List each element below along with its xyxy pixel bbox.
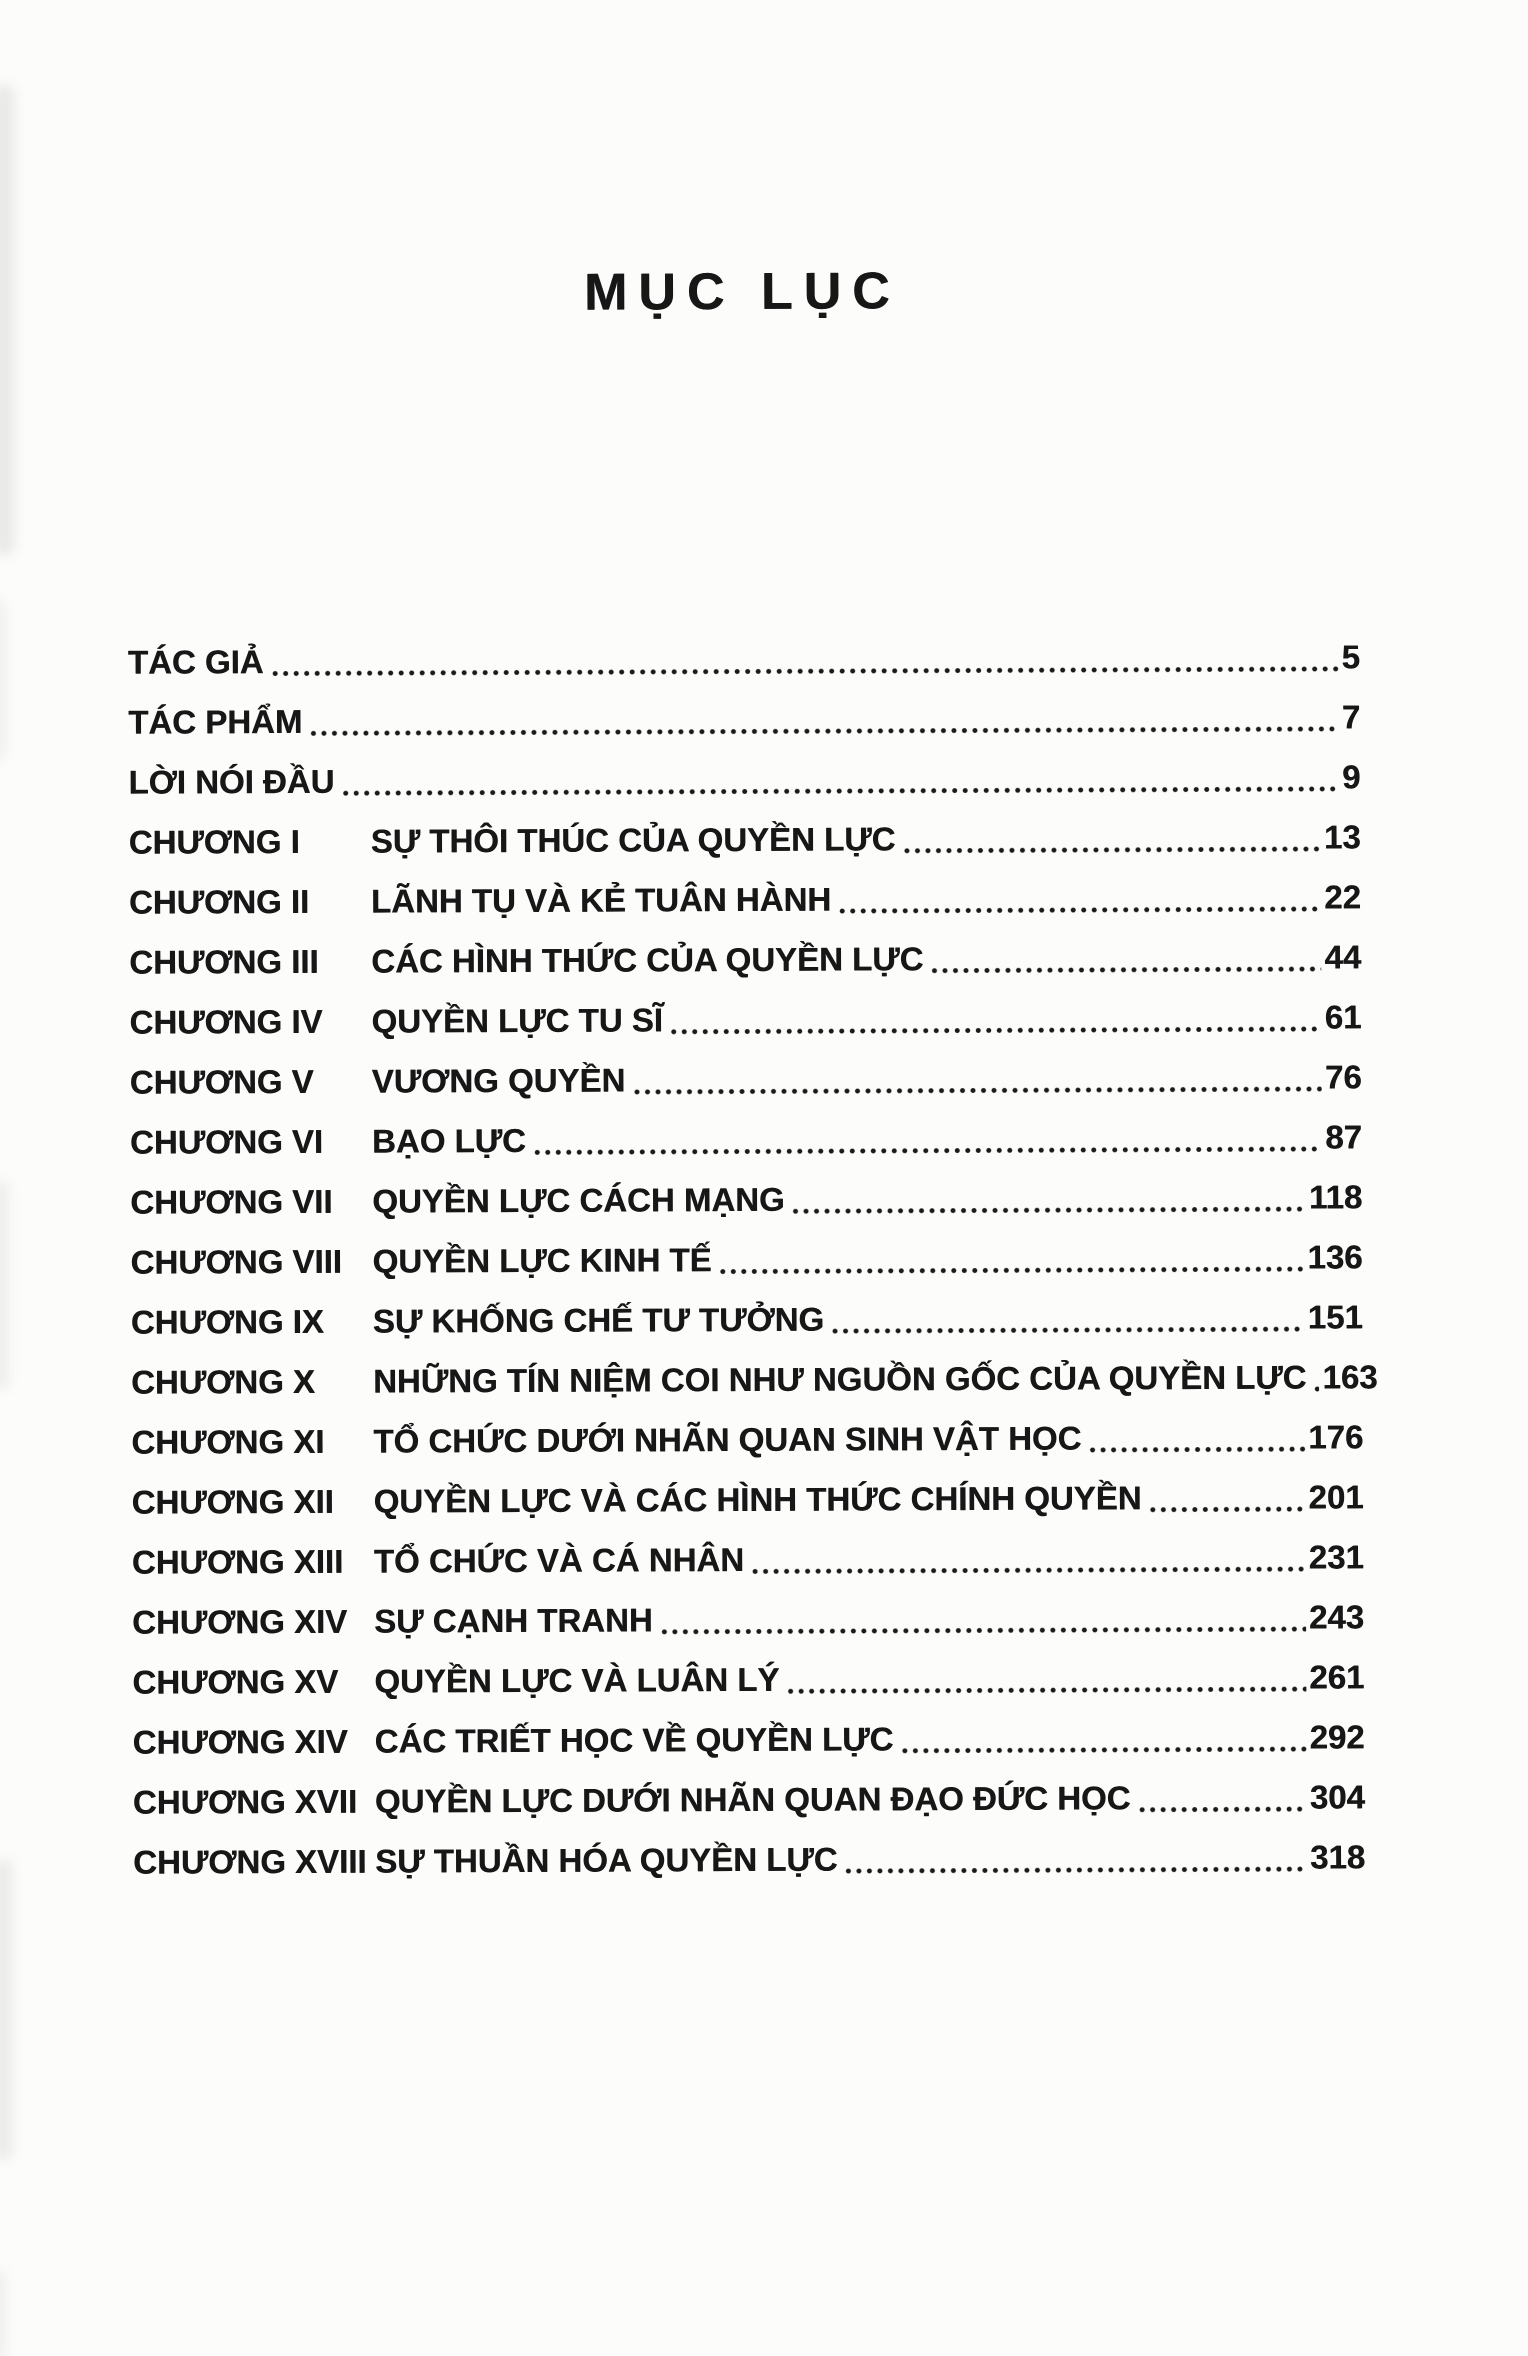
toc-entry-page-number: 87	[1325, 1118, 1363, 1156]
toc-entry-page-number: 318	[1309, 1838, 1366, 1876]
scan-smudge	[0, 1180, 9, 1390]
toc-entry-label: CHƯƠNG XVIII	[133, 1842, 367, 1881]
toc-entry-label: CHƯƠNG VII	[130, 1182, 333, 1221]
toc-row	[131, 1287, 1363, 1352]
scan-smudge	[0, 2270, 5, 2356]
toc-row	[129, 927, 1361, 992]
toc-row	[128, 687, 1360, 752]
toc-row	[132, 1707, 1364, 1772]
toc-entry-title: NHỮNG TÍN NIỆM COI NHƯ NGUỒN GỐC CỦA QUYỀN LỰC	[372, 1358, 1307, 1400]
toc-entry-label: CHƯƠNG VI	[129, 1122, 324, 1161]
dot-leader-line	[789, 1168, 1306, 1230]
toc-entry-page-number: 136	[1307, 1238, 1363, 1276]
toc-entry-title: SỰ THUẦN HÓA QUYỀN LỰC	[375, 1840, 838, 1880]
toc-entry-title: LÃNH TỤ VÀ KẺ TUÂN HÀNH	[370, 880, 832, 920]
toc-row	[132, 1527, 1364, 1592]
dot-leader-line	[836, 867, 1321, 929]
toc-entry-page-number: 176	[1308, 1418, 1364, 1456]
dot-leader-line	[1086, 1408, 1305, 1469]
toc-row	[133, 1767, 1365, 1832]
toc-entry-title: QUYỀN LỰC DƯỚI NHÃN QUAN ĐẠO ĐỨC HỌC	[374, 1779, 1131, 1820]
toc-entry-page-number: 7	[1341, 698, 1361, 736]
scan-smudge	[0, 85, 14, 555]
toc-entry-title: SỰ CẠNH TRANH	[373, 1601, 653, 1640]
toc-entry-title: QUYỀN LỰC KINH TẾ	[372, 1241, 712, 1280]
toc-entry-page-number: 201	[1308, 1478, 1364, 1516]
toc-row	[129, 867, 1361, 932]
toc-entry-page-number: 9	[1341, 758, 1361, 796]
dot-leader-line	[829, 1288, 1305, 1350]
toc-entry-title: QUYỀN LỰC TU SĨ	[371, 1001, 663, 1040]
toc-entry-label: CHƯƠNG XII	[131, 1482, 334, 1521]
toc-entry-label: CHƯƠNG XI	[131, 1422, 325, 1461]
toc-row	[133, 1827, 1365, 1892]
toc-entry-label: CHƯƠNG VIII	[130, 1242, 342, 1281]
toc-entry-page-number: 76	[1324, 1058, 1362, 1096]
toc-entry-page-number: 231	[1308, 1538, 1364, 1576]
page-content	[125, 0, 1378, 1893]
toc-entry-page-number: 243	[1308, 1598, 1365, 1636]
toc-entry-page-number: 5	[1341, 638, 1360, 676]
toc-row	[131, 1407, 1363, 1472]
toc-entry-page-number: 61	[1324, 998, 1362, 1036]
toc-entry-page-number: 304	[1309, 1778, 1365, 1816]
dot-leader-line	[784, 1648, 1306, 1710]
scan-smudge	[0, 600, 6, 760]
toc-row	[129, 807, 1361, 872]
toc-entry-label: LỜI NÓI ĐẦU	[128, 762, 335, 801]
toc-entry-label: CHƯƠNG IX	[130, 1302, 324, 1341]
toc-entry-title: SỰ THÔI THÚC CỦA QUYỀN LỰC	[370, 820, 896, 860]
toc-entry-label: CHƯƠNG XVII	[132, 1782, 358, 1821]
toc-entry-page-number: 151	[1307, 1298, 1363, 1336]
toc-row	[132, 1587, 1364, 1652]
dot-leader-line	[268, 627, 1338, 692]
toc-row	[130, 1347, 1378, 1412]
toc-row	[130, 1167, 1362, 1232]
dot-leader-line	[657, 1588, 1306, 1651]
toc-entry-title: CÁC HÌNH THỨC CỦA QUYỀN LỰC	[371, 940, 924, 980]
toc-row	[131, 1467, 1363, 1532]
toc-entry-label: CHƯƠNG IV	[129, 1002, 323, 1041]
toc-entry-label: CHƯƠNG XIV	[131, 1602, 348, 1641]
toc-row	[130, 1107, 1362, 1172]
dot-leader-line	[842, 1828, 1307, 1890]
toc-entry-title: QUYỀN LỰC VÀ CÁC HÌNH THỨC CHÍNH QUYỀN	[373, 1479, 1142, 1520]
toc-row	[130, 1047, 1362, 1112]
toc-entry-label: CHƯƠNG XIV	[132, 1722, 348, 1761]
page-title: MỤC LỤC	[583, 262, 901, 322]
toc-entry-title: BẠO LỰC	[371, 1121, 526, 1160]
toc-entry-page-number: 292	[1309, 1718, 1365, 1756]
toc-entry-title: VƯƠNG QUYỀN	[371, 1061, 626, 1100]
toc-entry-label: CHƯƠNG III	[129, 942, 319, 981]
toc-entry-page-number: 13	[1323, 818, 1361, 856]
toc-row	[130, 1227, 1362, 1292]
dot-leader-line	[1135, 1768, 1307, 1829]
dot-leader-line	[749, 1528, 1306, 1590]
toc-entry-page-number: 261	[1309, 1658, 1365, 1696]
dot-leader-line	[900, 807, 1321, 869]
dot-leader-line	[668, 987, 1322, 1050]
dot-leader-line	[307, 687, 1339, 752]
toc-entry-title: TỔ CHỨC DƯỚI NHÃN QUAN SINH VẬT HỌC	[373, 1419, 1082, 1460]
toc-entry-title: SỰ KHỐNG CHẾ TƯ TƯỞNG	[372, 1300, 825, 1340]
toc-entry-label: CHƯƠNG XV	[132, 1662, 339, 1701]
dot-leader-line	[339, 747, 1339, 811]
toc-list	[127, 627, 1378, 1892]
toc-entry-label: CHƯƠNG I	[128, 822, 300, 861]
toc-row	[132, 1647, 1364, 1712]
toc-entry-title: QUYỀN LỰC VÀ LUÂN LÝ	[374, 1660, 780, 1700]
toc-entry-label: CHƯƠNG II	[128, 882, 310, 921]
dot-leader-line	[898, 1708, 1306, 1770]
toc-row	[128, 747, 1360, 812]
toc-row	[128, 627, 1360, 692]
toc-entry-title: TỔ CHỨC VÀ CÁ NHÂN	[373, 1541, 745, 1580]
dot-leader-line	[928, 927, 1321, 989]
dot-leader-line	[531, 1107, 1323, 1170]
toc-row	[129, 987, 1361, 1052]
toc-entry-page-number: 163	[1322, 1358, 1378, 1396]
dot-leader-line	[1311, 1347, 1319, 1407]
toc-entry-page-number: 118	[1308, 1178, 1363, 1216]
dot-leader-line	[716, 1228, 1304, 1291]
toc-entry-label: TÁC PHẨM	[128, 702, 303, 741]
dot-leader-line	[1146, 1468, 1305, 1529]
toc-entry-title: QUYỀN LỰC CÁCH MẠNG	[372, 1180, 785, 1220]
dot-leader-line	[630, 1047, 1322, 1110]
toc-entry-page-number: 22	[1324, 878, 1361, 916]
scan-smudge	[0, 1860, 12, 2160]
toc-entry-label: CHƯƠNG X	[130, 1362, 315, 1401]
toc-entry-label: CHƯƠNG XIII	[131, 1542, 344, 1581]
toc-entry-title: CÁC TRIẾT HỌC VỀ QUYỀN LỰC	[374, 1720, 894, 1760]
toc-entry-label: CHƯƠNG V	[129, 1062, 314, 1101]
toc-entry-page-number: 44	[1324, 938, 1362, 976]
toc-entry-label: TÁC GIẢ	[127, 643, 264, 681]
